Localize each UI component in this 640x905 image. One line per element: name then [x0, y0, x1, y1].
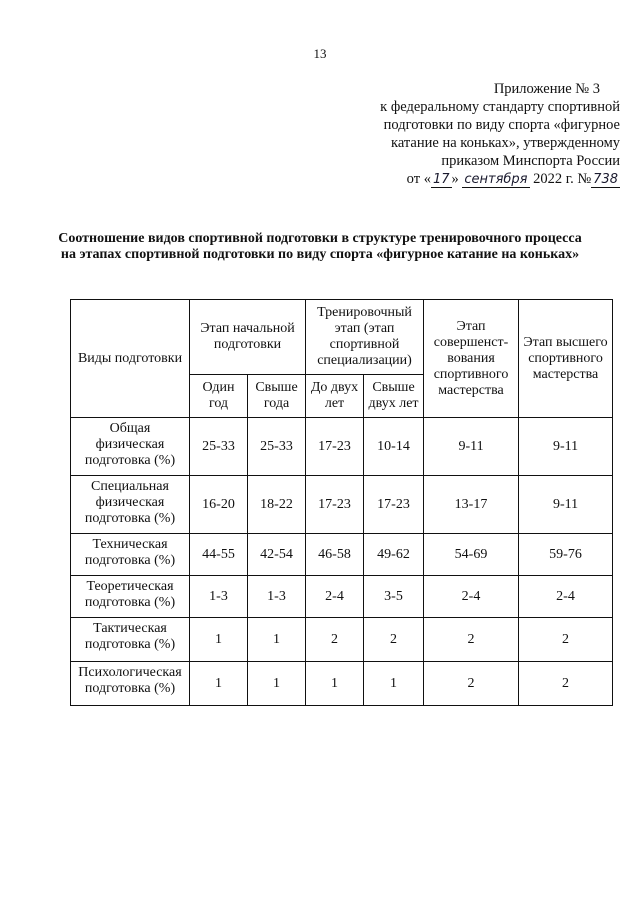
table-cell: 42-54 — [248, 534, 306, 576]
header-over-two-years: Свыше двух лет — [364, 375, 424, 418]
table-cell: 59-76 — [519, 534, 613, 576]
training-ratio-table — [70, 299, 613, 706]
table-cell: 17-23 — [364, 476, 424, 534]
appendix-line-2: к федеральному стандарту спортивной — [380, 99, 620, 115]
table-cell: 2-4 — [519, 576, 613, 618]
table-cell: 54-69 — [424, 534, 519, 576]
table-cell: 2 — [519, 662, 613, 706]
date-mid: » — [451, 171, 459, 187]
table-cell: 1 — [190, 662, 248, 706]
appendix-line-3: подготовки по виду спорта «фигурное — [383, 117, 620, 133]
date-prefix: от « — [406, 171, 431, 187]
table-cell: 1 — [190, 618, 248, 662]
order-number-handwritten: 738 — [593, 172, 618, 187]
appendix-number: Приложение № 3 — [493, 81, 600, 97]
table-cell: 9-11 — [424, 418, 519, 476]
table-cell: 3-5 — [364, 576, 424, 618]
table-cell: 9-11 — [519, 476, 613, 534]
row-label: Тактическая подготовка (%) — [71, 618, 190, 662]
row-label: Теоретическая подготовка (%) — [71, 576, 190, 618]
table-cell: 1 — [364, 662, 424, 706]
table-cell: 2 — [364, 618, 424, 662]
table-row — [71, 534, 613, 576]
date-year: 2022 г. № — [533, 171, 592, 187]
table-cell: 18-22 — [248, 476, 306, 534]
table-cell: 1-3 — [248, 576, 306, 618]
table-row — [71, 662, 613, 706]
page-number: 13 — [313, 46, 327, 61]
table-cell: 25-33 — [190, 418, 248, 476]
table-row — [71, 418, 613, 476]
row-label: Психологическая подготовка (%) — [71, 662, 190, 706]
table-cell: 25-33 — [248, 418, 306, 476]
table-cell: 10-14 — [364, 418, 424, 476]
table-cell: 1-3 — [190, 576, 248, 618]
row-label: Общая физическая подготовка (%) — [71, 418, 190, 476]
table-cell: 2 — [306, 618, 364, 662]
table-cell: 2 — [424, 618, 519, 662]
date-day-handwritten: 17 — [432, 172, 450, 187]
table-cell: 17-23 — [306, 476, 364, 534]
table-cell: 16-20 — [190, 476, 248, 534]
header-kinds: Виды подготовки — [71, 300, 190, 418]
header-one-year: Один год — [190, 375, 248, 418]
header-up-to-two-years: До двух лет — [306, 375, 364, 418]
table-cell: 1 — [306, 662, 364, 706]
table-cell: 46-58 — [306, 534, 364, 576]
header-training-stage: Тренировочный этап (этап спортивной специализации) — [306, 300, 424, 375]
table-cell: 44-55 — [190, 534, 248, 576]
header-highest-stage: Этап высшего спортивного мастерства — [519, 300, 613, 418]
appendix-date-line — [330, 170, 620, 189]
date-month-handwritten: сентября — [464, 172, 528, 187]
table-row — [71, 576, 613, 618]
table-cell: 1 — [248, 618, 306, 662]
document-title: Соотношение видов спортивной подготовки в структуре тренировочного процесса на этапах спортивной подготовки по виду спорта «фигурное катание на коньках» — [58, 231, 582, 262]
table-cell: 2 — [519, 618, 613, 662]
header-improvement-stage: Этап совершенст-вования спортивного мастерства — [424, 300, 519, 418]
header-over-year: Свыше года — [248, 375, 306, 418]
table-cell: 17-23 — [306, 418, 364, 476]
table-cell: 1 — [248, 662, 306, 706]
appendix-line-5: приказом Минспорта России — [441, 153, 620, 169]
table-cell: 2-4 — [424, 576, 519, 618]
table-cell: 2-4 — [306, 576, 364, 618]
table-row — [71, 476, 613, 534]
table-cell: 2 — [424, 662, 519, 706]
table-cell: 13-17 — [424, 476, 519, 534]
appendix-header — [330, 80, 620, 189]
table-cell: 49-62 — [364, 534, 424, 576]
table-cell: 9-11 — [519, 418, 613, 476]
table-row — [71, 618, 613, 662]
header-initial-stage: Этап начальной подготовки — [190, 300, 306, 375]
row-label: Техническая подготовка (%) — [71, 534, 190, 576]
appendix-line-4: катание на коньках», утвержденному — [391, 135, 620, 151]
row-label: Специальная физическая подготовка (%) — [71, 476, 190, 534]
